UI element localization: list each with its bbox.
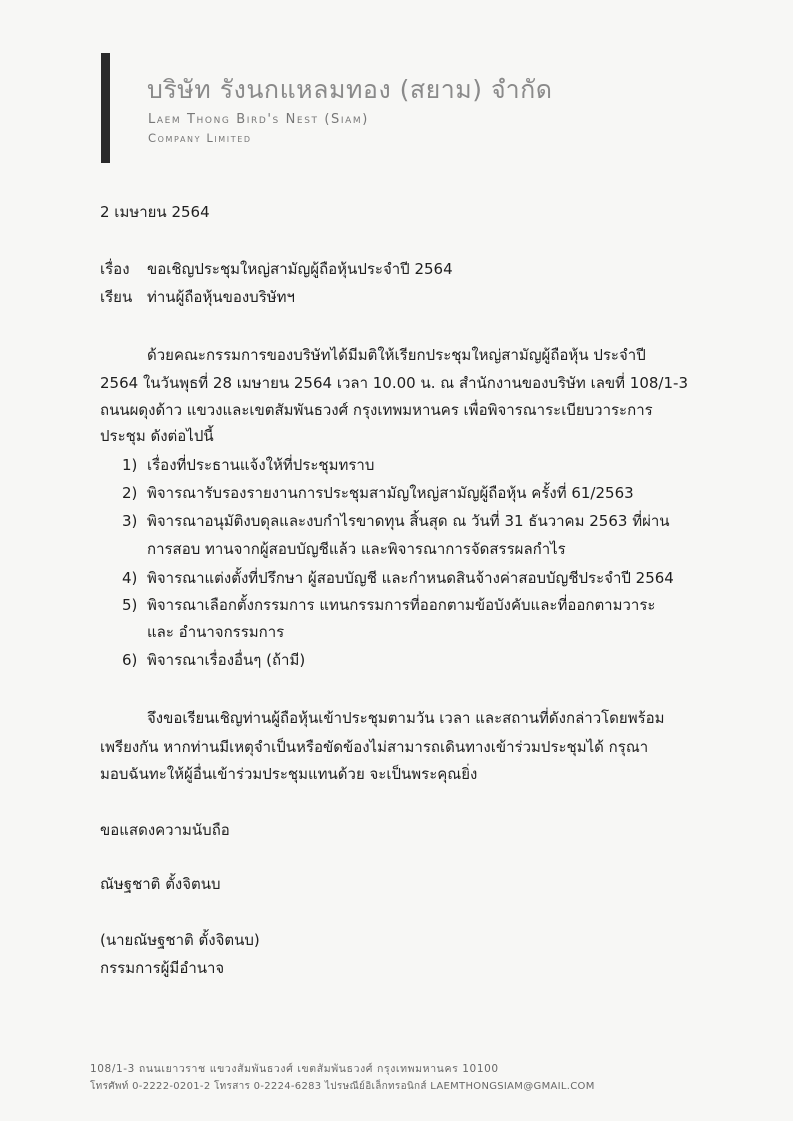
company-name-english: Laem Thong Bird's Nest (Siam) — [148, 112, 369, 127]
agenda-item-continued: และ อำนาจกรรมการ — [147, 623, 285, 641]
subject-text: ขอเชิญประชุมใหญ่สามัญผู้ถือหุ้นประจำปี 2564 — [147, 260, 453, 278]
agenda-item-continued: การสอบ ทานจากผู้สอบบัญชีแล้ว และพิจารณาการจัดสรรผลกำไร — [147, 540, 566, 558]
footer-address: 108/1-3 ถนนเยาวราช แขวงสัมพันธวงศ์ เขตสัมพันธวงศ์ กรุงเทพมหานคร 10100 — [90, 1063, 499, 1075]
agenda-number: 2) — [122, 484, 138, 502]
company-name-thai: บริษัท รังนกแหลมทอง (สยาม) จำกัด — [147, 75, 553, 104]
agenda-item: พิจารณาเลือกตั้งกรรมการ แทนกรรมการที่ออกตามข้อบังคับและที่ออกตามวาระ — [147, 596, 656, 614]
agenda-item: เรื่องที่ประธานแจ้งให้ที่ประชุมทราบ — [147, 456, 375, 474]
agenda-item: พิจารณาแต่งตั้งที่ปรึกษา ผู้สอบบัญชี และกำหนดสินจ้างค่าสอบบัญชีประจำปี 2564 — [147, 569, 674, 587]
signer-title: กรรมการผู้มีอำนาจ — [100, 959, 225, 977]
agenda-number: 3) — [122, 512, 138, 530]
closing-line: จึงขอเรียนเชิญท่านผู้ถือหุ้นเข้าประชุมตามวัน เวลา และสถานที่ดังกล่าวโดยพร้อม — [147, 709, 665, 727]
intro-line: ด้วยคณะกรรมการของบริษัทได้มีมติให้เรียกประชุมใหญ่สามัญผู้ถือหุ้น ประจำปี — [147, 346, 646, 364]
regards: ขอแสดงความนับถือ — [100, 821, 230, 839]
agenda-number: 5) — [122, 596, 138, 614]
agenda-item: พิจารณาเรื่องอื่นๆ (ถ้ามี) — [147, 651, 306, 669]
agenda-item: พิจารณาอนุมัติงบดุลและงบกำไรขาดทุน สิ้นสุด ณ วันที่ 31 ธันวาคม 2563 ที่ผ่าน — [147, 512, 670, 530]
agenda-number: 1) — [122, 456, 138, 474]
footer-contact: โทรศัพท์ 0-2222-0201-2 โทรสาร 0-2224-6283 ไปรษณีย์อิเล็กทรอนิกส์ LAEMTHONGSIAM@GMAIL.COM — [90, 1081, 595, 1092]
addressee-label: เรียน — [100, 288, 133, 306]
agenda-number: 6) — [122, 651, 138, 669]
letterhead-bar — [101, 53, 110, 163]
signer-name: (นายณัษฐชาติ ตั้งจิตนบ) — [100, 931, 260, 949]
intro-line: ถนนผดุงด้าว แขวงและเขตสัมพันธวงศ์ กรุงเทพมหานคร เพื่อพิจารณาระเบียบวาระการ — [100, 401, 653, 419]
intro-line: ประชุม ดังต่อไปนี้ — [100, 427, 214, 445]
closing-line: มอบฉันทะให้ผู้อื่นเข้าร่วมประชุมแทนด้วย จะเป็นพระคุณยิ่ง — [100, 765, 478, 783]
signature: ณัษฐชาติ ตั้งจิตนบ — [100, 875, 221, 893]
agenda-number: 4) — [122, 569, 138, 587]
closing-line: เพรียงกัน หากท่านมีเหตุจำเป็นหรือขัดข้องไม่สามารถเดินทางเข้าร่วมประชุมได้ กรุณา — [100, 738, 649, 756]
intro-line: 2564 ในวันพุธที่ 28 เมษายน 2564 เวลา 10.00 น. ณ สำนักงานของบริษัท เลขที่ 108/1-3 — [100, 374, 688, 392]
subject-label: เรื่อง — [100, 260, 130, 278]
agenda-item: พิจารณารับรองรายงานการประชุมสามัญใหญ่สามัญผู้ถือหุ้น ครั้งที่ 61/2563 — [147, 484, 634, 502]
letter-date: 2 เมษายน 2564 — [100, 203, 210, 221]
company-name-english-line2: Company Limited — [148, 131, 252, 145]
addressee-text: ท่านผู้ถือหุ้นของบริษัทฯ — [147, 288, 295, 306]
